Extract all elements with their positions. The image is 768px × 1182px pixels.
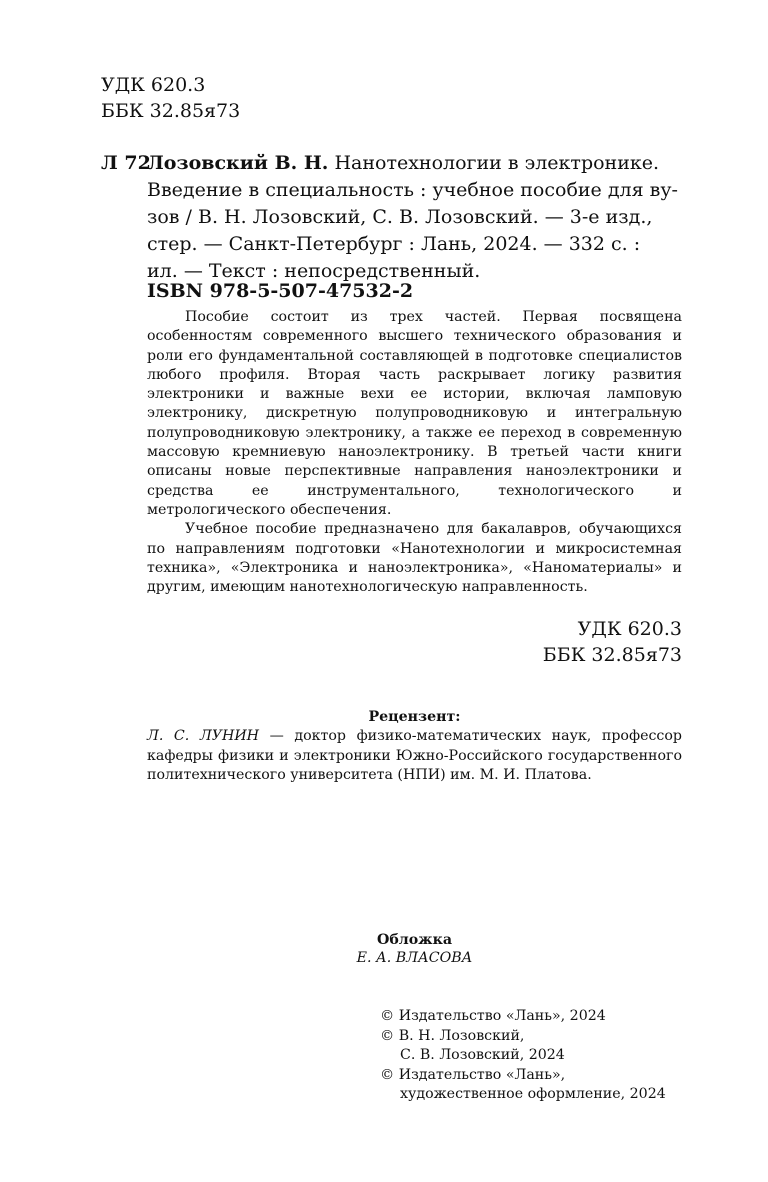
biblio-line-5: ил. — Текст : непосредственный. (147, 260, 481, 282)
bbk-code-bottom: ББК 32.85я73 (542, 644, 682, 666)
bbk-code: ББК 32.85я73 (101, 100, 241, 122)
udk-code-bottom: УДК 620.3 (577, 618, 682, 640)
copyright-authors-cont: С. В. Лозовский, 2024 (400, 1047, 565, 1063)
author-mark: Л 72 (101, 152, 151, 174)
reviewer-description: — доктор физико-математических наук, профессор кафедры физики и электроники Южно-Российского государственного политехнического университета (НПИ) им. М. И. Платова. (147, 728, 682, 783)
reviewer-heading: Рецензент: (368, 709, 461, 725)
copyright-block (380, 1007, 666, 1105)
biblio-line-1 (147, 150, 682, 177)
biblio-line-4: стер. — Санкт-Петербург : Лань, 2024. — 332 с. : (147, 233, 641, 255)
annotation-paragraph-1: Пособие состоит из трех частей. Первая посвящена особенностям современного высшего технического образования и роли его фундаментальной составляющей в подготовке специалистов любого профиля. Вторая часть раскрывает логику развития электроники и важные вехи ее истории, включая ламповую электронику, дискретную полупроводниковую и интегральную полупроводниковую электронику, а также ее переход в современную массовую кремниевую наноэлектронику. В третьей части книги описаны новые перспективные направления наноэлектроники и средства ее инструментального, технологического и метрологического обеспечения. (147, 309, 682, 518)
bibliographic-record (147, 150, 682, 285)
annotation (147, 308, 682, 597)
reviewer-name: Л. С. ЛУНИН (147, 728, 260, 744)
annotation-paragraph-2: Учебное пособие предназначено для бакалавров, обучающихся по направлениям подготовки «Нанотехнологии и микросистемная техника», «Электроника и наноэлектроника», «Наноматериалы» и другим, имеющим нанотехнологическую направленность. (147, 521, 682, 596)
udk-code: УДК 620.3 (101, 74, 206, 96)
biblio-line-3: зов / В. Н. Лозовский, С. В. Лозовский. — 3-е изд., (147, 206, 653, 228)
copyright-publisher: © Издательство «Лань», 2024 (380, 1008, 606, 1024)
biblio-line-2: Введение в специальность : учебное пособие для ву- (147, 179, 678, 201)
isbn: ISBN 978-5-507-47532-2 (147, 280, 414, 302)
cover-designer: Е. А. ВЛАСОВА (356, 950, 473, 966)
copyright-design-cont: художественное оформление, 2024 (400, 1086, 666, 1102)
copyright-design: © Издательство «Лань», (380, 1066, 566, 1083)
cover-heading: Обложка (376, 932, 453, 948)
reviewer-info (147, 727, 682, 786)
author-name: Лозовский В. Н. (147, 152, 329, 174)
bottom-classification (543, 616, 682, 668)
copyright-authors: © В. Н. Лозовский, (380, 1027, 525, 1044)
top-classification (101, 72, 240, 124)
book-title: Нанотехнологии в электронике. (328, 152, 660, 174)
